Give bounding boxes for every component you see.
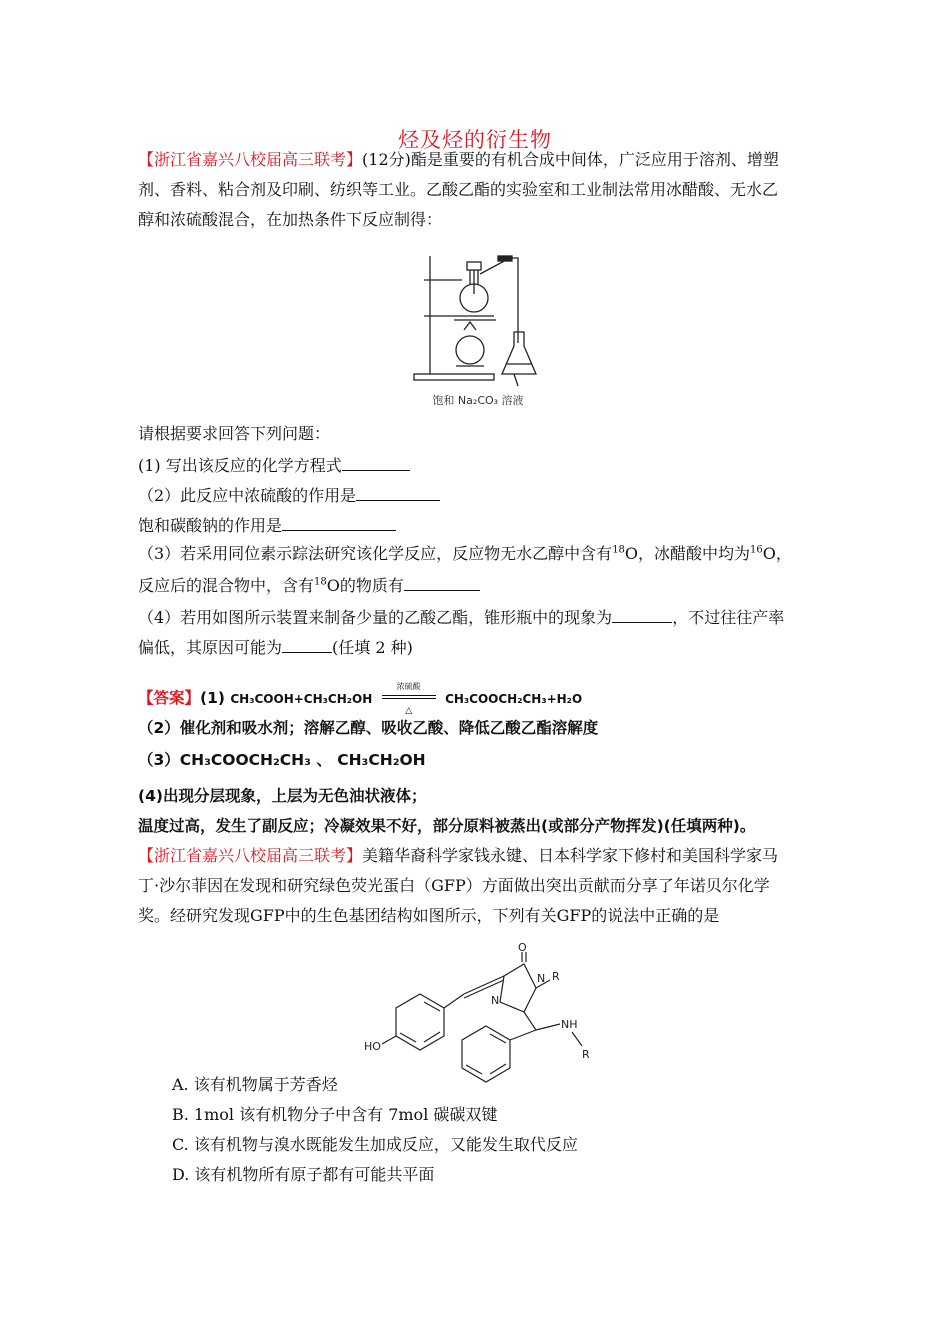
isotope-superscript: 18 [612, 544, 625, 556]
q1-part-3-text: （3）若采用同位素示踪法研究该化学反应，反应物无水乙醇中含有 [138, 544, 613, 563]
answer-1-reactants: CH₃COOH+CH₃CH₂OH [230, 692, 373, 706]
atom-label: O [518, 942, 527, 954]
atom-label: NH [561, 1018, 578, 1031]
q1-intro-line-1 [138, 150, 779, 170]
option-d: D. 该有机物所有原子都有可能共平面 [172, 1165, 435, 1184]
q2-intro-3: 奖。经研究发现GFP中的生色基团结构如图所示，下列有关GFP的说法中正确的是 [138, 906, 720, 925]
q1-part-3-text: O， [762, 544, 792, 563]
atom-label: HO [364, 1040, 381, 1053]
isotope-superscript: 18 [314, 576, 327, 588]
q2-intro-2: 丁·沙尔菲因在发现和研究绿色荧光蛋白（GFP）方面做出突出贡献而分享了年诺贝尔化学 [138, 876, 770, 895]
reaction-condition: 浓硫酸 [396, 681, 421, 691]
q2-source: 【浙江省嘉兴八校届高三联考】 [138, 846, 363, 865]
atom-label: R [582, 1048, 590, 1061]
page-title: 烃及烃的衍生物 [398, 128, 552, 152]
answer-tag: 【答案】 [138, 689, 201, 707]
q1-part-4b-text: (任填 2 种) [332, 638, 413, 657]
q1-part-4b [138, 636, 413, 658]
answer-blank [342, 454, 410, 471]
answer-blank [282, 514, 396, 531]
answer-blank [404, 574, 480, 591]
q2-intro-line-1 [138, 846, 778, 866]
q1-part-2b-text: 饱和碳酸钠的作用是 [138, 516, 283, 535]
q1-source: 【浙江省嘉兴八校届高三联考】 [138, 150, 363, 169]
chromophore-structure [360, 942, 620, 1092]
q1-part-2b [138, 514, 396, 536]
answer-1-label: (1) [200, 689, 225, 707]
option-b: B. 1mol 该有机物分子中含有 7mol 碳碳双键 [172, 1105, 498, 1124]
atom-label: R [552, 970, 560, 983]
q1-intro-1: (12分)酯是重要的有机合成中间体，广泛应用于溶剂、增塑 [362, 150, 779, 169]
q1-part-3b-text: O的物质有 [326, 576, 404, 595]
q1-part-3b-text: 反应后的混合物中，含有 [138, 576, 315, 595]
option-c: C. 该有机物与溴水既能发生加成反应，又能发生取代反应 [172, 1135, 578, 1154]
apparatus-figure [410, 248, 546, 410]
q1-part-1 [138, 454, 410, 476]
answer-1-products: CH₃COOCH₂CH₃+H₂O [445, 692, 583, 706]
q1-intro-3: 醇和浓硫酸混合，在加热条件下反应制得： [138, 210, 443, 229]
q1-prompt: 请根据要求回答下列问题： [138, 424, 331, 443]
q2-intro-1: 美籍华裔科学家钱永键、日本科学家下修村和美国科学家马 [362, 846, 779, 865]
q1-part-2-text: （2）此反应中浓硫酸的作用是 [138, 486, 357, 505]
answer-blank [356, 484, 440, 501]
q1-part-2 [138, 484, 440, 506]
q1-part-4b-text: 偏低，其原因可能为 [138, 638, 283, 657]
q1-part-3 [138, 544, 792, 564]
answer-line-5: 温度过高，发生了副反应；冷凝效果不好，部分原料被蒸出(或部分产物挥发)(任填两种)。 [138, 817, 756, 835]
answer-line-3: （3）CH₃COOCH₂CH₃ 、 CH₃CH₂OH [138, 751, 426, 769]
atom-label: N [491, 994, 500, 1007]
q1-part-4 [138, 606, 784, 628]
q1-part-3b [138, 574, 480, 596]
atom-label: N [537, 972, 546, 985]
answer-line-1 [138, 681, 583, 716]
option-a: A. 该有机物属于芳香烃 [172, 1075, 338, 1094]
q1-part-1-text: (1) 写出该反应的化学方程式 [138, 456, 342, 475]
isotope-superscript: 16 [750, 544, 763, 556]
q1-intro-2: 剂、香料、粘合剂及印刷、纺织等工业。乙酸乙酯的实验室和工业制法常用冰醋酸、无水乙 [138, 180, 779, 199]
answer-blank [282, 636, 332, 653]
reaction-arrow [378, 681, 440, 716]
answer-blank [612, 606, 672, 623]
q1-part-4-text: （4）若用如图所示装置来制备少量的乙酸乙酯，锥形瓶中的现象为 [138, 608, 613, 627]
q1-part-3-text: O，冰醋酸中均为 [624, 544, 751, 563]
heat-symbol: △ [405, 705, 413, 716]
apparatus-caption: 饱和 Na₂CO₃ 溶液 [432, 394, 524, 407]
answer-line-4: (4)出现分层现象，上层为无色油状液体； [138, 787, 427, 805]
answer-line-2: （2）催化剂和吸水剂；溶解乙醇、吸收乙酸、降低乙酸乙酯溶解度 [138, 719, 599, 737]
q1-part-4-text: ，不过往往产率 [672, 608, 785, 627]
